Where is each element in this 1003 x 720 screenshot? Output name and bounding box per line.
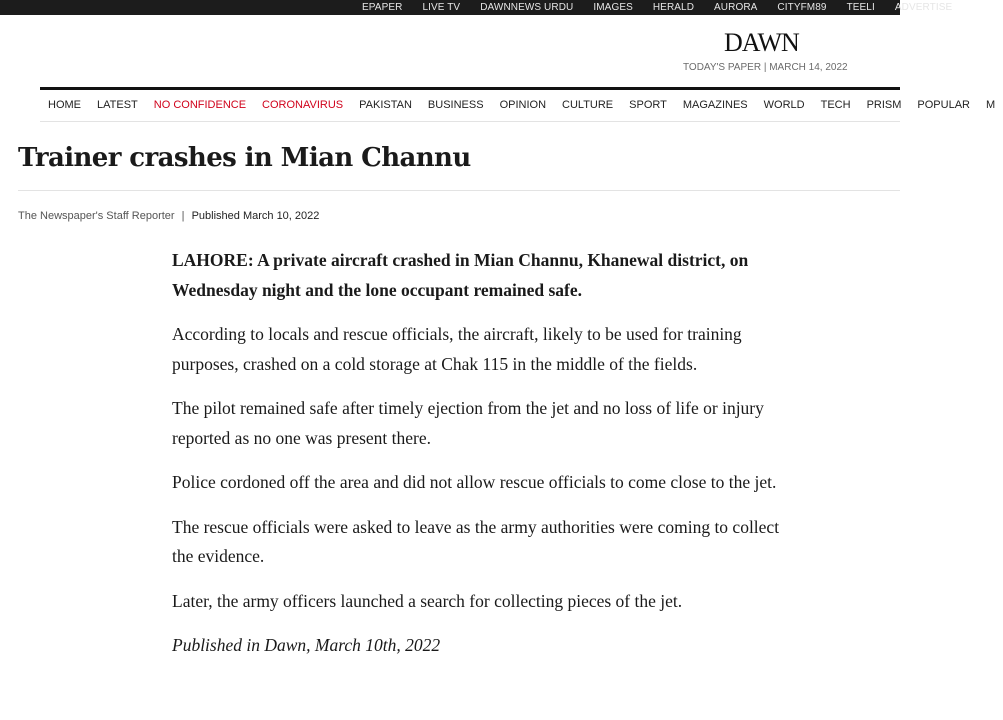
topbar-link-herald[interactable]: HERALD bbox=[652, 2, 695, 13]
article-lead-paragraph: LAHORE: A private aircraft crashed in Mian Channu, Khanewal district, on Wednesday night and the lone occupant remained safe. bbox=[172, 250, 749, 300]
topbar-link-live-tv[interactable]: LIVE TV bbox=[422, 2, 461, 13]
todays-paper-link[interactable]: TODAY'S PAPER bbox=[683, 62, 762, 73]
nav-item-sport[interactable]: SPORT bbox=[629, 99, 667, 111]
byline-separator: | bbox=[181, 210, 185, 222]
article-paragraph: The rescue officials were asked to leave as the army authorities were coming to collect the evidence. bbox=[172, 516, 780, 566]
byline-published-date: Published March 10, 2022 bbox=[191, 210, 320, 222]
article-paragraph: Police cordoned off the area and did not allow rescue officials to come close to the jet. bbox=[172, 472, 777, 492]
topbar-link-teeli[interactable]: TEELI bbox=[846, 2, 875, 13]
article-body bbox=[172, 246, 782, 676]
topbar-link-cityfm89[interactable]: CITYFM89 bbox=[777, 2, 827, 13]
todays-paper-date: MARCH 14, 2022 bbox=[769, 62, 848, 73]
article-headline: Trainer crashes in Mian Channu bbox=[18, 143, 471, 173]
todays-paper-info bbox=[683, 62, 848, 74]
topbar-link-dawnnews-urdu[interactable]: DAWNNEWS URDU bbox=[480, 2, 574, 13]
top-utility-links bbox=[352, 0, 962, 15]
nav-item-home[interactable]: HOME bbox=[48, 99, 81, 111]
nav-item-popular[interactable]: POPULAR bbox=[917, 99, 970, 111]
nav-item-no-confidence[interactable]: NO CONFIDENCE bbox=[153, 99, 247, 111]
main-nav bbox=[40, 90, 996, 122]
article-paragraph: The pilot remained safe after timely ejection from the jet and no loss of life or injury reported as no one was present there. bbox=[172, 398, 764, 448]
byline bbox=[18, 209, 319, 223]
nav-item-prism[interactable]: PRISM bbox=[866, 99, 902, 111]
nav-item-world[interactable]: WORLD bbox=[763, 99, 805, 111]
headline-divider bbox=[18, 190, 900, 191]
nav-item-business[interactable]: BUSINESS bbox=[427, 99, 484, 111]
nav-item-latest[interactable]: LATEST bbox=[97, 99, 138, 111]
article-paragraph: According to locals and rescue officials, the aircraft, likely to be used for training purposes, crashed on a cold storage at Chak 115 in the middle of the fields. bbox=[172, 324, 742, 374]
topbar-link-advertise[interactable]: ADVERTISE bbox=[894, 2, 953, 13]
top-utility-bar bbox=[0, 0, 953, 15]
dawn-logo[interactable]: DAWN bbox=[724, 28, 799, 57]
article-paragraph: Later, the army officers launched a search for collecting pieces of the jet. bbox=[172, 590, 683, 611]
topbar-link-aurora[interactable]: AURORA bbox=[714, 2, 758, 13]
byline-author[interactable]: The Newspaper's Staff Reporter bbox=[18, 210, 175, 222]
todays-paper-separator: | bbox=[763, 62, 767, 73]
nav-item-more[interactable]: M bbox=[985, 99, 996, 111]
nav-item-culture[interactable]: CULTURE bbox=[562, 99, 614, 111]
nav-item-opinion[interactable]: OPINION bbox=[499, 99, 547, 111]
nav-item-pakistan[interactable]: PAKISTAN bbox=[359, 99, 412, 111]
topbar-link-epaper[interactable]: EPAPER bbox=[362, 2, 403, 13]
nav-item-magazines[interactable]: MAGAZINES bbox=[682, 99, 748, 111]
article-signoff: Published in Dawn, March 10th, 2022 bbox=[172, 635, 441, 655]
topbar-link-images[interactable]: IMAGES bbox=[593, 2, 633, 13]
nav-item-coronavirus[interactable]: CORONAVIRUS bbox=[262, 99, 344, 111]
nav-item-tech[interactable]: TECH bbox=[820, 99, 851, 111]
